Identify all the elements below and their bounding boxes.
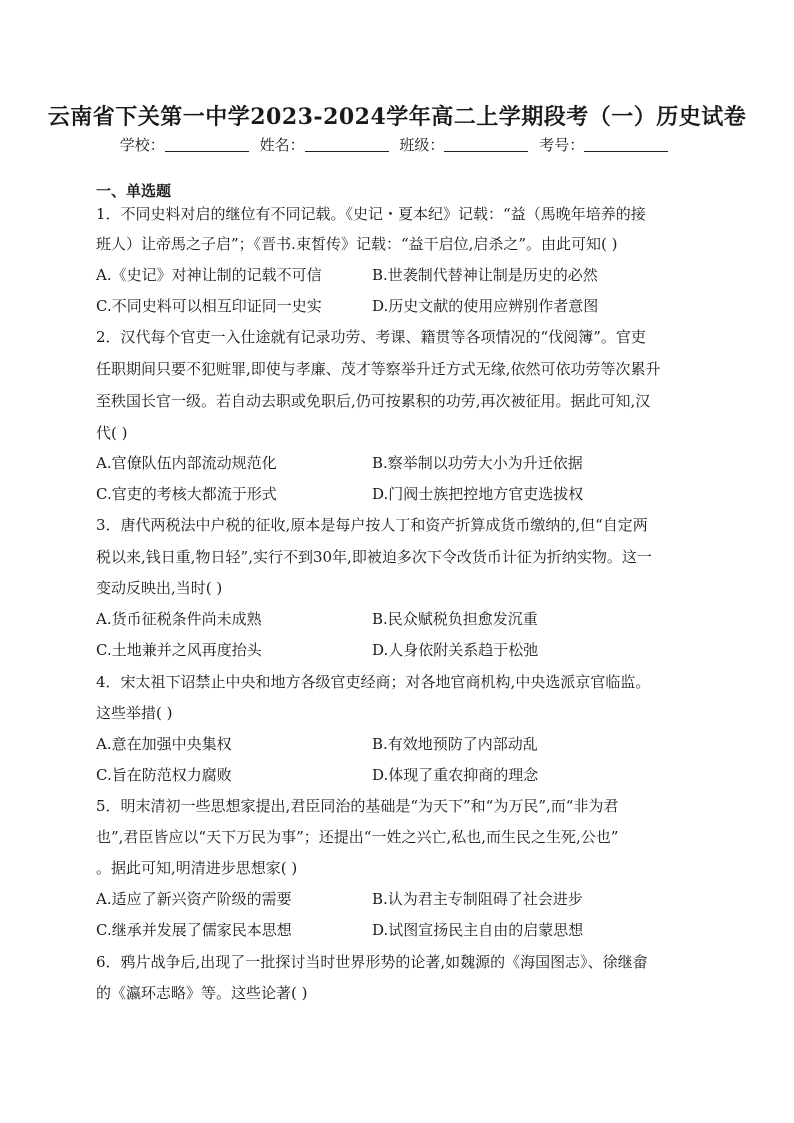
question-4-line-1: 4．宋太祖下诏禁止中央和地方各级官吏经商；对各地官商机构,中央选派京官临监。 — [96, 673, 651, 691]
question-2-option-d: D.门阀士族把控地方官吏选拔权 — [372, 485, 584, 503]
name-blank — [305, 137, 389, 152]
question-4-option-c: C.旨在防范权力腐败 — [96, 766, 232, 784]
number-label: 考号： — [539, 136, 585, 154]
question-1-line-2: 班人）让帝馬之子启”；《晋书.束皙传》记载：“益干启位,启杀之”。由此可知( ) — [96, 235, 618, 253]
question-3-option-c: C.土地兼并之风再度抬头 — [96, 641, 262, 659]
school-blank — [165, 137, 249, 152]
question-3-line-3: 变动反映出,当时( ) — [96, 579, 223, 597]
student-info-row — [0, 134, 794, 155]
question-5-option-d: D.试图宣扬民主自由的启蒙思想 — [372, 921, 584, 939]
question-6-line-1: 6．鸦片战争后,出现了一批探讨当时世界形势的论著,如魏源的《海国图志》、徐继畲 — [96, 953, 648, 971]
exam-title: 云南省下关第一中学2023-2024学年高二上学期段考（一）历史试卷 — [47, 104, 747, 130]
question-1-option-b: B.世袭制代替神让制是历史的必然 — [372, 266, 598, 284]
question-5-option-b: B.认为君主专制阻碍了社会进步 — [372, 890, 583, 908]
question-1-option-c: C.不同史料可以相互印证同一史实 — [96, 297, 322, 315]
question-4-option-d: D.体现了重农抑商的理念 — [372, 766, 539, 784]
question-2-option-b: B.察举制以功劳大小为升迁依据 — [372, 454, 583, 472]
question-5-option-c: C.继承并发展了儒家民本思想 — [96, 921, 292, 939]
question-5-line-3: 。据此可知,明清进步思想家( ) — [96, 859, 298, 877]
name-label: 姓名： — [259, 136, 305, 154]
question-2-line-4: 代( ) — [96, 424, 128, 442]
question-2-option-c: C.官吏的考核大都流于形式 — [96, 485, 277, 503]
school-label: 学校： — [119, 136, 165, 154]
question-1-line-1: 1．不同史料对启的继位有不同记载。《史记・夏本纪》记载：“益（馬晚年培养的接 — [96, 205, 646, 223]
question-4-option-a: A.意在加强中央集权 — [96, 735, 232, 753]
question-3-option-a: A.货币征税条件尚未成熟 — [96, 610, 262, 628]
question-5-line-1: 5．明末清初一些思想家提出,君臣同治的基础是“为天下”和“为万民”,而“非为君 — [96, 797, 619, 815]
class-label: 班级： — [399, 136, 445, 154]
question-6-line-2: 的《瀛环志略》等。这些论著( ) — [96, 984, 308, 1002]
number-blank — [584, 137, 668, 152]
question-5-option-a: A.适应了新兴资产阶级的需要 — [96, 890, 292, 908]
question-3-option-d: D.人身依附关系趋于松弛 — [372, 641, 539, 659]
question-2-line-1: 2．汉代每个官吏一入仕途就有记录功劳、考课、籍贯等各项情况的“伐阅簿”。官吏 — [96, 328, 646, 346]
class-blank — [444, 137, 528, 152]
question-1-option-d: D.历史文献的使用应辨别作者意图 — [372, 297, 599, 315]
section-heading: 一、单选题 — [96, 182, 172, 200]
question-2-option-a: A.官僚队伍内部流动规范化 — [96, 454, 277, 472]
question-5-line-2: 也”,君臣皆应以“天下万民为事”；还提出“一姓之兴亡,私也,而生民之生死,公也” — [96, 828, 619, 846]
question-3-line-1: 3．唐代两税法中户税的征收,原本是每户按人丁和资产折算成货币缴纳的,但“自定两 — [96, 516, 648, 534]
question-3-line-2: 税以来,钱日重,物日轻”,实行不到30年,即被迫多次下令改货币计征为折纳实物。这一 — [96, 548, 652, 566]
question-3-option-b: B.民众赋税负担愈发沉重 — [372, 610, 538, 628]
question-2-line-2: 任职期间只要不犯赃罪,即使与孝廉、茂才等察举升迁方式无缘,依然可依功劳等次累升 — [96, 360, 661, 378]
question-4-option-b: B.有效地预防了内部动乱 — [372, 735, 538, 753]
question-2-line-3: 至秩国长官一级。若自动去职或免职后,仍可按累积的功劳,再次被征用。据此可知,汉 — [96, 392, 651, 410]
question-1-option-a: A.《史记》对神让制的记载不可信 — [96, 266, 322, 284]
question-4-line-2: 这些举措( ) — [96, 704, 173, 722]
